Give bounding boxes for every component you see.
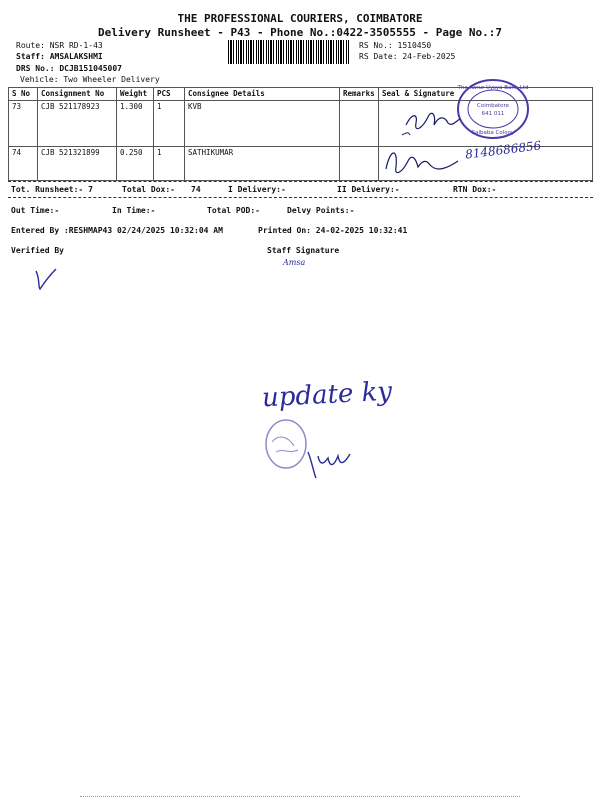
stamp-pin: 641 011 [481, 111, 505, 117]
cell-consignee: KVB [185, 101, 340, 147]
company-title: THE PROFESSIONAL COURIERS, COIMBATORE [177, 12, 423, 25]
separator [8, 181, 593, 182]
cell-weight: 0.250 [117, 147, 154, 181]
total-dox-count: 74 [191, 185, 201, 194]
tot-runsheet: Tot. Runsheet:- 7 [11, 185, 93, 194]
cell-pcs: 1 [154, 147, 185, 181]
total-pod: Total POD:- [207, 206, 260, 215]
cell-remarks [340, 101, 379, 147]
faded-stamp-scribble [258, 412, 368, 482]
verified-tick-mark [30, 265, 60, 293]
handwritten-phone: 8148686856 [464, 138, 542, 162]
in-time: In Time:- [112, 206, 156, 215]
bank-seal-stamp [455, 78, 531, 140]
bottom-edge [80, 796, 520, 797]
delvy-points: Delvy Points:- [287, 206, 355, 215]
out-time: Out Time:- [11, 206, 60, 215]
col-weight: Weight [117, 88, 154, 101]
handwritten-note: update ky [261, 376, 393, 414]
cell-consignee: SATHIKUMAR [185, 147, 340, 181]
signature-row74 [380, 143, 460, 181]
stamp-bottom-text: Saibaba Colony [471, 130, 515, 136]
col-remarks: Remarks [340, 88, 379, 101]
i-delivery: I Delivery:- [228, 185, 286, 194]
cell-pcs: 1 [154, 101, 185, 147]
staff: Staff: AMSALAKSHMI [16, 52, 103, 61]
cell-sno: 74 [9, 147, 38, 181]
rs-date: RS Date: 24-Feb-2025 [359, 52, 456, 61]
runsheet-subtitle: Delivery Runsheet - P43 - Phone No.:0422-3505555 - Page No.:7 [98, 26, 502, 39]
drs-number: DRS No.: DCJB151045007 [16, 64, 122, 73]
rtn-dox: RTN Dox:- [453, 185, 497, 194]
staff-signature-label: Staff Signature [267, 246, 340, 255]
col-seal: Seal & Signature [379, 88, 593, 101]
entered-by: Entered By :RESHMAP43 02/24/2025 10:32:04 AM [11, 226, 223, 235]
verified-by-label: Verified By [11, 246, 64, 255]
vehicle: Vehicle: Two Wheeler Delivery [20, 75, 160, 84]
cell-remarks [340, 147, 379, 181]
col-consignment: Consignment No [38, 88, 117, 101]
total-dox: Total Dox:- [122, 185, 175, 194]
cell-weight: 1.300 [117, 101, 154, 147]
cell-consignment: CJB 521321899 [38, 147, 117, 181]
barcode [228, 40, 350, 64]
col-consignee: Consignee Details [185, 88, 340, 101]
route: Route: NSR RD-1-43 [16, 41, 103, 50]
ii-delivery: II Delivery:- [337, 185, 400, 194]
col-pcs: PCS [154, 88, 185, 101]
cell-sno: 73 [9, 101, 38, 147]
col-sno: S No [9, 88, 38, 101]
rs-number: RS No.: 1510450 [359, 41, 432, 50]
signature-row73 [398, 105, 463, 140]
printed-on: Printed On: 24-02-2025 10:32:41 [258, 226, 408, 235]
cell-consignment: CJB 521178923 [38, 101, 117, 147]
staff-signature-ink: Amsa [283, 258, 306, 267]
separator [8, 197, 593, 198]
stamp-top-text: The Karur Vysya Bank Ltd [457, 85, 529, 91]
stamp-city: Coimbatore [477, 103, 509, 109]
